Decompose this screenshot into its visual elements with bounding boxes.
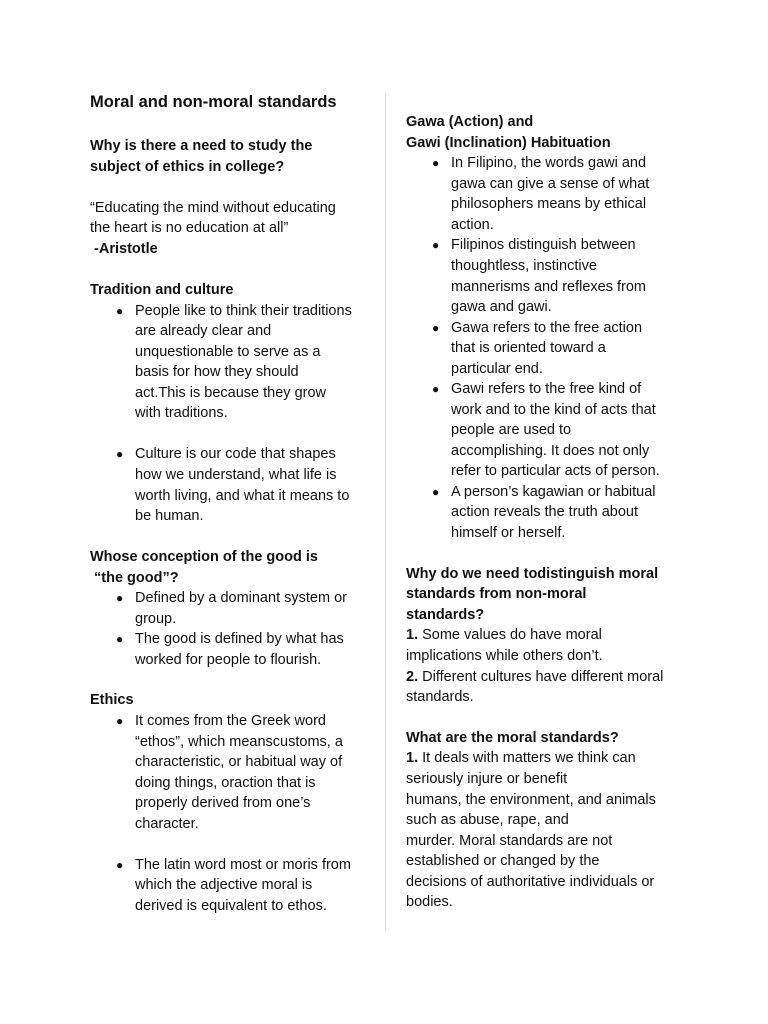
quote-line: the heart is no education at all” [90, 220, 289, 236]
question-heading-line: Why is there a need to study the [90, 138, 313, 154]
bullet-line: be human. [135, 508, 204, 524]
numbered-item-line: 1. Some values do have moral [406, 627, 602, 643]
page-title: Moral and non-moral standards [90, 93, 337, 111]
bullet-dot-icon: ● [432, 156, 440, 170]
section-heading: Tradition and culture [90, 282, 234, 298]
numbered-item-line: such as abuse, rape, and [406, 812, 569, 828]
bullet-line: ● A person’s kagawian or habitual [451, 482, 655, 503]
bullet-line: gawa and gawi. [451, 299, 552, 315]
numbered-item-line: murder. Moral standards are not [406, 833, 613, 849]
bullet-line: gawa can give a sense of what [451, 176, 650, 192]
bullet-line: ● The latin word most or moris from [135, 855, 351, 876]
bullet-line: accomplishing. It does not only [451, 443, 650, 459]
bullet-line: act.This is because they grow [135, 385, 327, 401]
bullet-line: doing things, oraction that is [135, 775, 316, 791]
bullet-line: thoughtless, instinctive [451, 258, 597, 274]
bullet-line: character. [135, 816, 199, 832]
bullet-line: ● Filipinos distinguish between [451, 235, 636, 256]
bullet-dot-icon: ● [116, 714, 124, 728]
bullet-line: action. [451, 217, 494, 233]
bullet-line: ● It comes from the Greek word [135, 711, 326, 732]
numbered-item-line: seriously injure or benefit [406, 771, 568, 787]
bullet-line: ● Gawa refers to the free action [451, 318, 642, 339]
bullet-line: particular end. [451, 361, 543, 377]
bullet-line: ● The good is defined by what has [135, 629, 344, 650]
bullet-line: people are used to [451, 422, 572, 438]
question-heading-line: standards? [406, 607, 485, 623]
bullet-line: “ethos”, which meanscustoms, a [135, 734, 343, 750]
bullet-line: characteristic, or habitual way of [135, 754, 343, 770]
section-heading: Whose conception of the good is [90, 549, 318, 565]
numbered-item-line: humans, the environment, and animals [406, 792, 656, 808]
bullet-dot-icon: ● [116, 304, 124, 318]
bullet-line: ● Defined by a dominant system or [135, 588, 347, 609]
bullet-dot-icon: ● [116, 858, 124, 872]
bullet-line: with traditions. [135, 405, 228, 421]
section-heading: Gawa (Action) and [406, 114, 534, 130]
quote-line: “Educating the mind without educating [90, 200, 336, 216]
bullet-line: worked for people to flourish. [135, 652, 322, 668]
bullet-line: action reveals the truth about [451, 504, 639, 520]
bullet-line: how we understand, what life is [135, 467, 337, 483]
section-heading: “the good”? [90, 570, 179, 586]
bullet-dot-icon: ● [432, 485, 440, 499]
bullet-dot-icon: ● [432, 321, 440, 335]
question-heading-line: subject of ethics in college? [90, 159, 285, 175]
bullet-dot-icon: ● [116, 447, 124, 461]
bullet-line: mannerisms and reflexes from [451, 279, 647, 295]
numbered-item-line: bodies. [406, 894, 453, 910]
bullet-line: himself or herself. [451, 525, 566, 541]
question-heading-line: What are the moral standards? [406, 730, 619, 746]
question-heading-line: Why do we need todistinguish moral [406, 566, 659, 582]
bullet-dot-icon: ● [432, 238, 440, 252]
bullet-line: ● Culture is our code that shapes [135, 444, 336, 465]
bullet-dot-icon: ● [116, 632, 124, 646]
numbered-item-line: decisions of authoritative individuals or [406, 874, 655, 890]
numbered-item-line: standards. [406, 689, 474, 705]
bullet-line: ● People like to think their traditions [135, 301, 352, 322]
section-heading: Gawi (Inclination) Habituation [406, 135, 611, 151]
bullet-dot-icon: ● [116, 591, 124, 605]
bullet-line: ● In Filipino, the words gawi and [451, 153, 646, 174]
bullet-line: which the adjective moral is [135, 877, 313, 893]
bullet-line: philosophers means by ethical [451, 196, 647, 212]
numbered-item-line: 1. It deals with matters we think can [406, 750, 636, 766]
numbered-item-line: 2. Different cultures have different moral [406, 669, 664, 685]
bullet-line: properly derived from one’s [135, 795, 311, 811]
bullet-dot-icon: ● [432, 382, 440, 396]
bullet-line: worth living, and what it means to [135, 488, 350, 504]
bullet-line: derived is equivalent to ethos. [135, 898, 327, 914]
bullet-line: are already clear and [135, 323, 272, 339]
bullet-line: work and to the kind of acts that [451, 402, 656, 418]
bullet-line: refer to particular acts of person. [451, 463, 660, 479]
section-heading: Ethics [90, 692, 134, 708]
question-heading-line: standards from non-moral [406, 586, 587, 602]
numbered-item-line: established or changed by the [406, 853, 600, 869]
bullet-line: that is oriented toward a [451, 340, 606, 356]
bullet-line: unquestionable to serve as a [135, 344, 321, 360]
bullet-line: group. [135, 611, 177, 627]
quote-author: -Aristotle [90, 241, 158, 257]
numbered-item-line: implications while others don’t. [406, 648, 603, 664]
column-divider [385, 93, 386, 931]
bullet-line: basis for how they should [135, 364, 299, 380]
bullet-line: ● Gawi refers to the free kind of [451, 379, 641, 400]
